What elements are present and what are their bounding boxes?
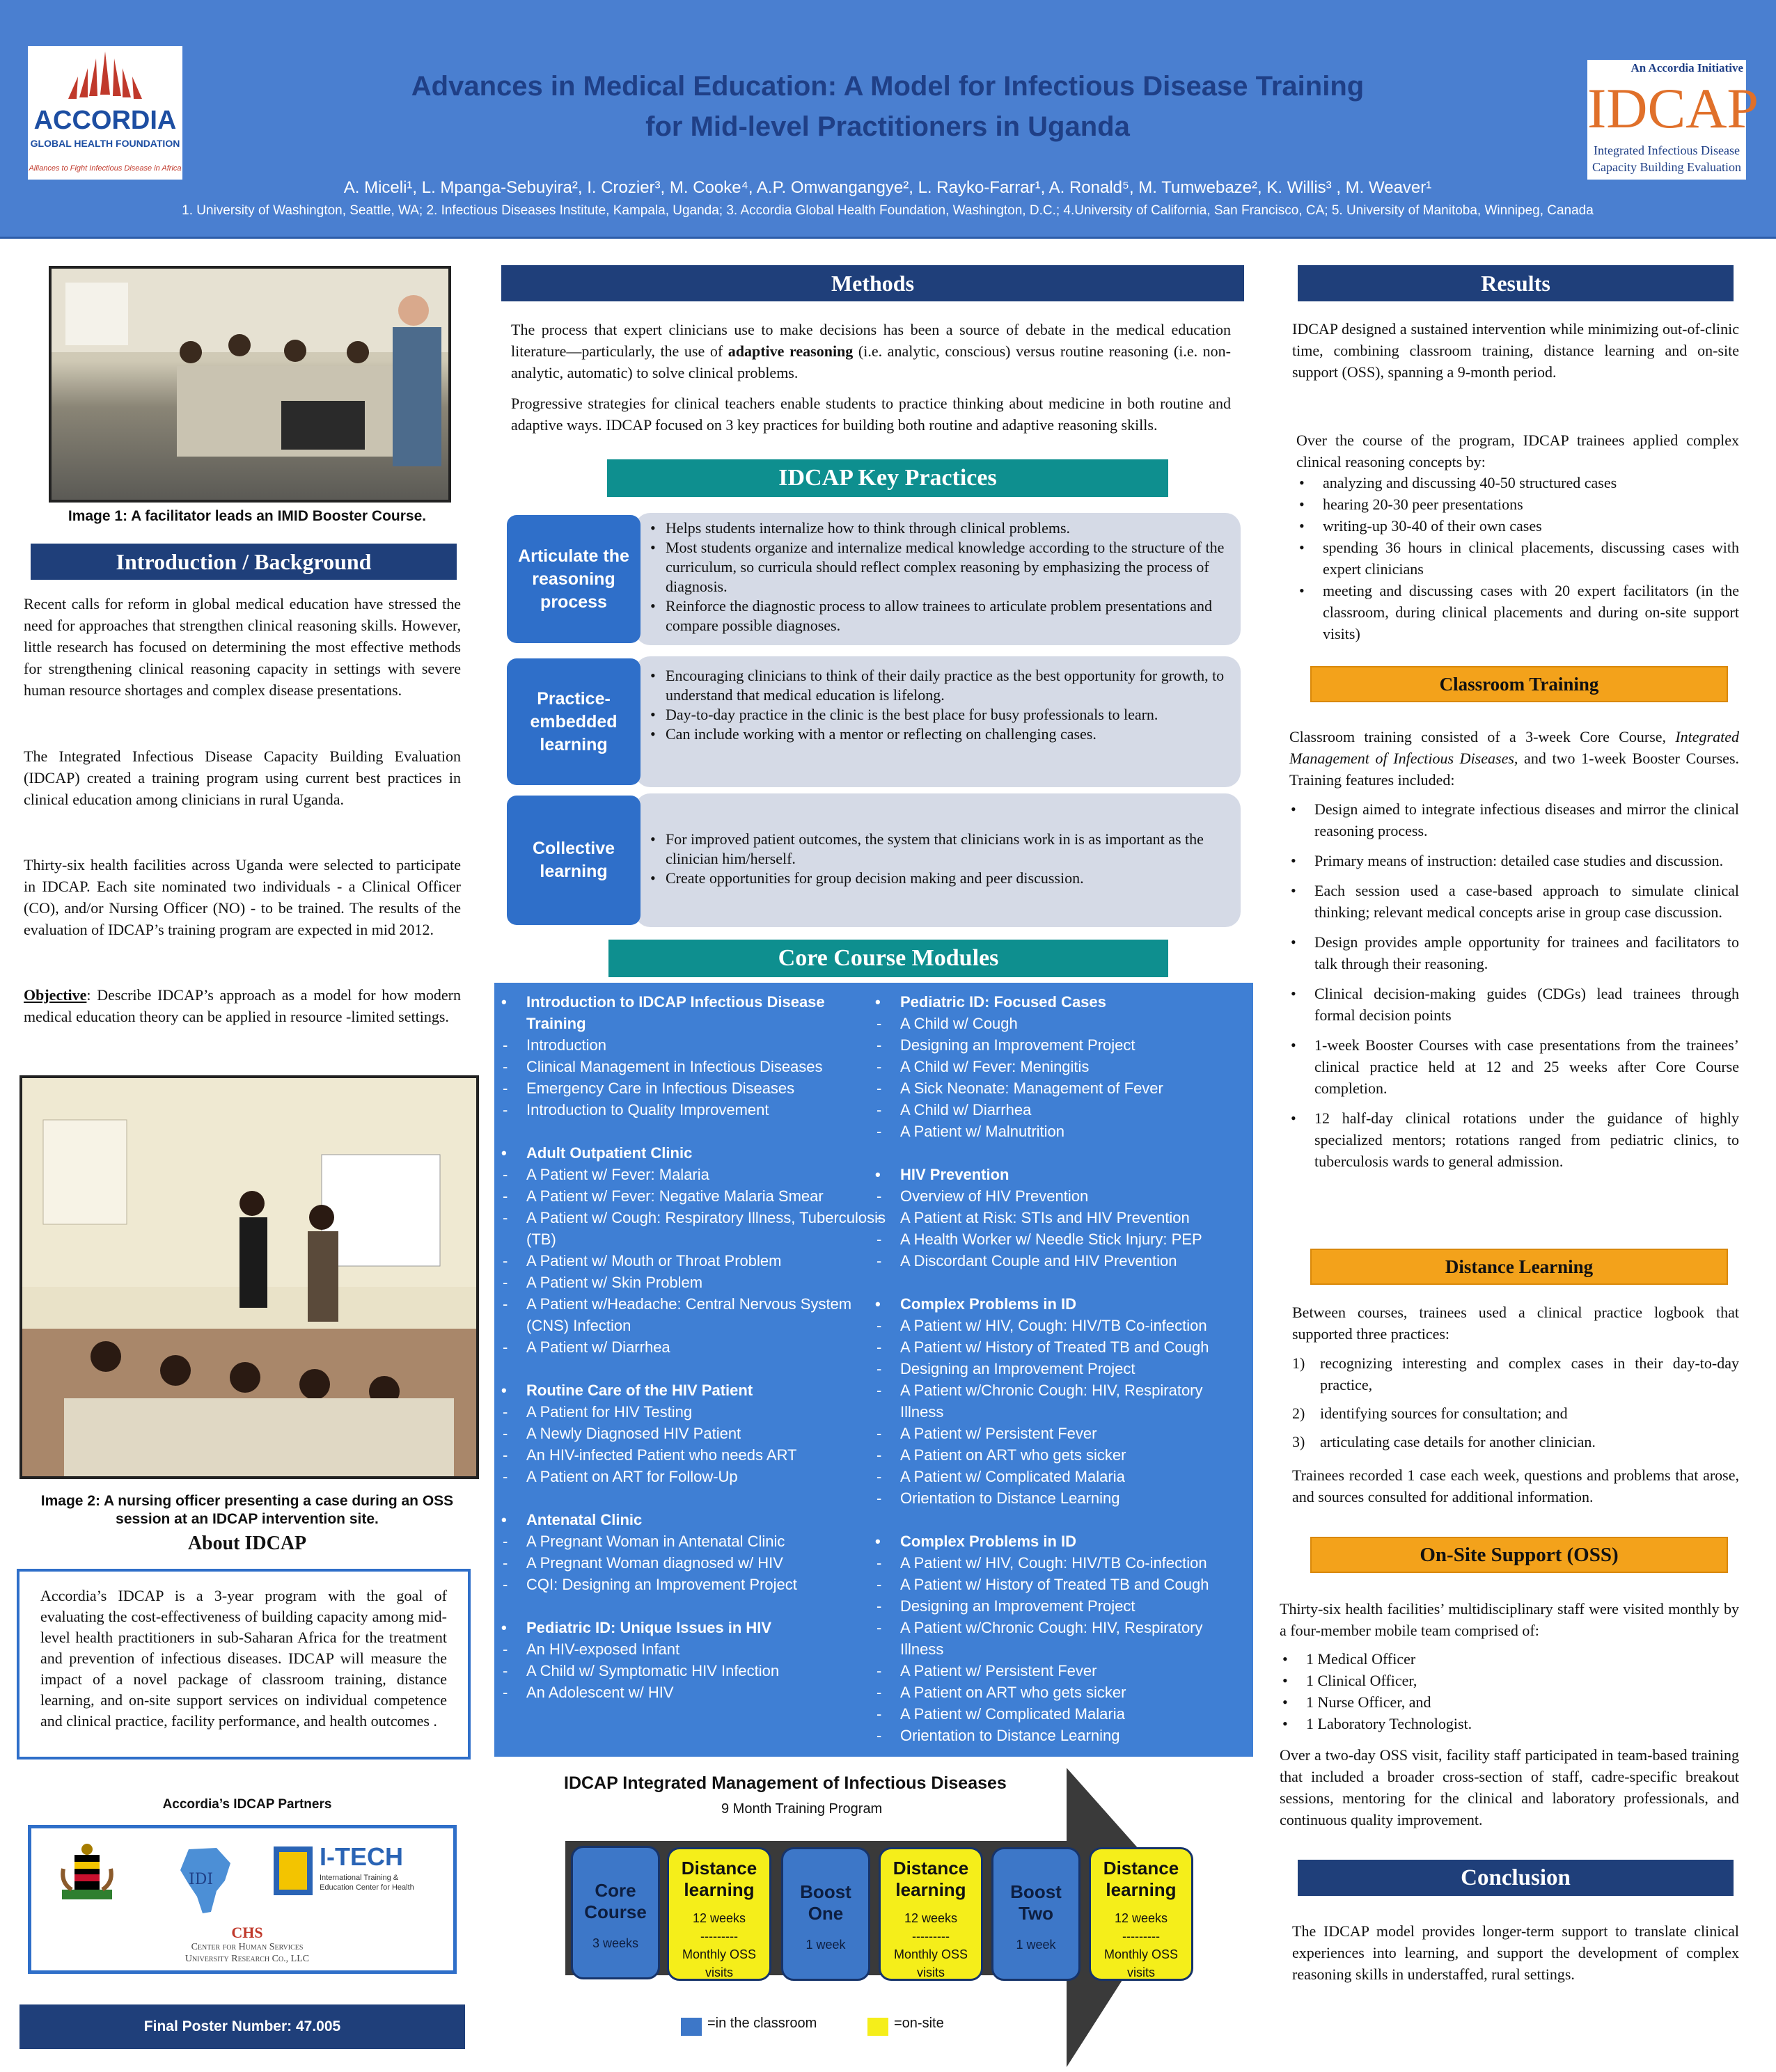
itech-logo (274, 1842, 441, 1906)
methods-paragraph-2: Progressive strategies for clinical teachers enable students to practice thinking about medicine in both routine and adaptive ways. IDCAP focused on 3 key practices for building both routine and adaptive reasoning skills. (511, 395, 1231, 434)
classroom-feature: • Primary means of instruction: detailed case studies and discussion. (1314, 850, 1739, 871)
module-gap (872, 1142, 1248, 1164)
practice-3-body (635, 793, 1241, 927)
onsite-phase-box (667, 1847, 771, 1981)
module-gap (498, 1121, 888, 1142)
module-item: - A Patient w/ Persistent Fever (872, 1423, 1248, 1444)
accordia-sunburst-icon (28, 46, 182, 116)
practice-1-bullet-3: • Reinforce the diagnostic process to allow trainees to articulate problem presentations and compare possible diagnoses. (666, 596, 1228, 635)
objective-label: Objective (24, 986, 87, 1004)
practice-2-bullet-2: • Day-to-day practice in the clinic is the best place for busy professionals to learn. (666, 705, 1228, 725)
objective-text: : Describe IDCAP’s approach as a model for how modern medical education theory can be applied in resource -limited settings. (24, 986, 461, 1025)
practice-1-bullet-2: • Most students organize and internalize medical knowledge according to the structure of the curriculum, so curricula should reflect complex reasoning by emphasizing the process of diagnosis. (666, 538, 1228, 596)
uganda-coat-of-arms-icon (59, 1841, 115, 1911)
about-header: About IDCAP (187, 1533, 307, 1554)
modules-left-column (498, 991, 888, 1703)
classroom-header: Classroom Training (1310, 666, 1728, 702)
module-item: - Introduction to Quality Improvement (498, 1099, 888, 1121)
classroom-intro-italic: Integrated Management of Infectious Diseases, (1289, 728, 1739, 767)
module-item: - A Child w/ Fever: Meningitis (872, 1056, 1248, 1077)
methods-p1-bold: adaptive reasoning (728, 342, 854, 360)
module-item: - A Patient w/ Fever: Negative Malaria Smear (498, 1185, 888, 1207)
classroom-feature: • 1-week Booster Courses with case presentations from the trainees’ clinical practice held at 12 and 25 weeks after Core Course completion. (1314, 1034, 1739, 1099)
oss-outro: Over a two-day OSS visit, facility staff participated in team-based training that included a broader cross-section of staff, cadre-specific breakout sessions, mentoring for the clinical and laboratory professionals, and continuous quality improvement. (1280, 1746, 1739, 1828)
modules-right-column (872, 991, 1248, 1746)
legend-classroom-label: =in the classroom (707, 2016, 817, 2031)
module-gap (872, 1272, 1248, 1293)
distance-item: 2) identifying sources for consultation; and (1292, 1405, 1568, 1422)
module-item: - A Patient w/ Complicated Malaria (872, 1466, 1248, 1487)
results-paragraph-2: Over the course of the program, IDCAP trainees applied complex clinical reasoning concepts by: (1296, 432, 1739, 470)
practice-1-body (635, 513, 1241, 645)
practice-3-bullet-2: • Create opportunities for group decision making and peer discussion. (666, 869, 1228, 888)
svg-text:IDI: IDI (189, 1871, 214, 1888)
image1-caption: Image 1: A facilitator leads an IMID Booster Course. (68, 508, 427, 524)
classroom-feature: • Design aimed to integrate infectious diseases and mirror the clinical reasoning process. (1314, 798, 1739, 841)
methods-p1-start: The process that expert clinicians use to make decisions has been a source of debate in the medical education literature—particularly, the use of (511, 321, 1231, 360)
modules-panel (494, 983, 1253, 1757)
poster-title-line1: Advances in Medical Education: A Model for Infectious Disease Training (411, 71, 1365, 102)
module-group-title: • Introduction to IDCAP Infectious Disease Training (498, 991, 888, 1034)
accordia-name: ACCORDIA (33, 106, 177, 135)
module-item: - A Patient w/ Fever: Malaria (498, 1164, 888, 1185)
module-item: - Orientation to Distance Learning (872, 1487, 1248, 1509)
distance-item-text: identifying sources for consultation; and (1320, 1405, 1568, 1422)
intro-paragraph-2: The Integrated Infectious Disease Capacity Building Evaluation (IDCAP) created a training program using current best practices in clinical education among clinicians in rural Uganda. (24, 748, 461, 808)
module-item: - A Patient at Risk: STIs and HIV Prevention (872, 1207, 1248, 1228)
concept-item: • analyzing and discussing 40-50 structured cases (1323, 472, 1739, 493)
concept-item: • meeting and discussing cases with 20 expert facilitators (in the classroom, during clinical placements and during on-site support visits) (1323, 580, 1739, 644)
module-group-title: • Pediatric ID: Focused Cases (872, 991, 1248, 1013)
legend-classroom-swatch (681, 2018, 702, 2036)
module-item: - A Patient w/ Malnutrition (872, 1121, 1248, 1142)
distance-items (1292, 1352, 1739, 1460)
module-group-title: • Routine Care of the HIV Patient (498, 1379, 888, 1401)
concept-item: • hearing 20-30 peer presentations (1323, 493, 1739, 515)
phase-duration: 12 weeks (692, 1911, 746, 1925)
module-item: - Designing an Improvement Project (872, 1595, 1248, 1617)
final-poster-number: Final Poster Number: 47.005 (19, 2004, 465, 2049)
module-item: - A Child w/ Cough (872, 1013, 1248, 1034)
module-item: - An Adolescent w/ HIV (498, 1682, 888, 1703)
partners-box (28, 1825, 457, 1974)
legend-onsite-swatch (867, 2018, 888, 2036)
practice-3-label: Collective learning (507, 796, 641, 925)
distance-header: Distance Learning (1310, 1249, 1728, 1285)
idcap-logo-sub2: Capacity Building Evaluation (1592, 160, 1741, 174)
distance-item-text: articulating case details for another clinician. (1320, 1433, 1596, 1450)
phase-duration: 1 week (1016, 1938, 1056, 1952)
module-item: - A Newly Diagnosed HIV Patient (498, 1423, 888, 1444)
module-item: - Introduction (498, 1034, 888, 1056)
module-item: - A Patient for HIV Testing (498, 1401, 888, 1423)
classroom-feature: • 12 half-day clinical rotations under the guidance of highly specialized mentors; rotations ranged from pediatric clinics, to tuberculosis wards to general admission. (1314, 1107, 1739, 1172)
accordia-tagline: Alliances to Fight Infectious Disease in Africa (29, 164, 182, 173)
module-item: - A Patient w/ History of Treated TB and Cough (872, 1336, 1248, 1358)
classroom-phase-box (571, 1846, 660, 1979)
intro-paragraph-1: Recent calls for reform in global medical education have stressed the need for approaches that strengthen clinical reasoning skills. However, little research has focused on determining the most effective methods for strengthening clinical reasoning capacity in settings with severe human resource shortages and complex disease presentations. (24, 595, 461, 699)
module-group-title: • HIV Prevention (872, 1164, 1248, 1185)
phase-separator: --------- (1122, 1929, 1160, 1943)
oss-team-member: • 1 Medical Officer (1306, 1648, 1739, 1670)
module-group-title: • Adult Outpatient Clinic (498, 1142, 888, 1164)
module-item: - Designing an Improvement Project (872, 1358, 1248, 1379)
about-text: Accordia’s IDCAP is a 3-year program with the goal of evaluating the cost-effectiveness of building capacity among mid-level health practitioners in sub-Saharan Africa for the treatment and prevention of infectious diseases. IDCAP will measure the impact of a novel package of classroom training, distance learning, and on-site support services on individual competence and clinical practice, facility performance, and health outcomes . (40, 1587, 447, 1730)
key-practices-header: IDCAP Key Practices (607, 459, 1168, 497)
module-item: - A Patient w/ HIV, Cough: HIV/TB Co-infection (872, 1552, 1248, 1574)
classroom-intro (1289, 726, 1739, 791)
phase-separator: --------- (700, 1929, 738, 1943)
module-item: - A Patient w/ Persistent Fever (872, 1660, 1248, 1682)
distance-intro: Between courses, trainees used a clinical practice logbook that supported three practices: (1292, 1304, 1739, 1343)
classroom-features (1289, 798, 1739, 1180)
practice-2-body (635, 656, 1241, 787)
module-group-title: • Complex Problems in ID (872, 1531, 1248, 1552)
intro-header: Introduction / Background (31, 544, 457, 580)
classroom-phase-box (781, 1847, 870, 1981)
image2-photo (19, 1075, 479, 1479)
distance-item-text: recognizing interesting and complex cases in their day-to-day practice, (1320, 1354, 1739, 1393)
chs-logo (143, 1924, 352, 1969)
methods-header: Methods (501, 265, 1244, 301)
module-item: - A Patient w/Headache: Central Nervous System (CNS) Infection (498, 1293, 888, 1336)
idcap-logo-sub1: Integrated Infectious Disease (1594, 143, 1740, 157)
phase-separator: --------- (912, 1929, 950, 1943)
onsite-phase-box (1089, 1847, 1193, 1981)
phase-duration: 12 weeks (1114, 1911, 1168, 1925)
idcap-logo-top: An Accordia Initiative (1630, 61, 1743, 74)
practice-3-bullet-1: • For improved patient outcomes, the system that clinicians work in is as important as the clinician him/herself. (666, 830, 1228, 869)
phase-title: Boost One (800, 1881, 851, 1924)
accordia-logo (28, 46, 182, 180)
idcap-logo (1587, 60, 1759, 180)
results-paragraph-1: IDCAP designed a sustained intervention while minimizing out-of-clinic time, combining classroom training, distance learning and on-site support (OSS), spanning a 9-month period. (1292, 320, 1739, 381)
phase-title: Distance learning (681, 1858, 757, 1900)
module-item: - A Pregnant Woman diagnosed w/ HIV (498, 1552, 888, 1574)
practice-2-label: Practice-embedded learning (507, 658, 641, 785)
oss-intro: Thirty-six health facilities’ multidisciplinary staff were visited monthly by a four-member mobile team comprised of: (1280, 1600, 1739, 1639)
classroom-intro-b: and two 1-week Booster Courses. Training features included: (1289, 750, 1740, 789)
practice-2-bullet-1: • Encouraging clinicians to think of their daily practice as the best opportunity for growth, to understand that medical education is lifelong. (666, 666, 1228, 705)
module-item: - An HIV-exposed Infant (498, 1638, 888, 1660)
practice-2-bullet-3: • Can include working with a mentor or reflecting on challenging cases. (666, 725, 1228, 744)
practice-1-label: Articulate the reasoning process (507, 515, 641, 643)
conclusion-text: The IDCAP model provides longer-term support to translate clinical experiences into learning, and support the development of complex reasoning skills in understaffed, rural settings. (1292, 1922, 1739, 1983)
concept-item: • spending 36 hours in clinical placements, discussing cases with expert clinicians (1323, 537, 1739, 580)
module-item: - A Pregnant Woman in Antenatal Clinic (498, 1531, 888, 1552)
module-item: - A Child w/ Symptomatic HIV Infection (498, 1660, 888, 1682)
partners-header: Accordia’s IDCAP Partners (162, 1797, 332, 1812)
legend-onsite-label: =on-site (894, 2016, 944, 2031)
module-item: - A Patient on ART for Follow-Up (498, 1466, 888, 1487)
image1-photo (49, 266, 451, 503)
oss-team-member: • 1 Laboratory Technologist. (1306, 1713, 1739, 1734)
phase-title: Distance learning (1103, 1858, 1179, 1900)
module-item: - Overview of HIV Prevention (872, 1185, 1248, 1207)
intro-paragraph-3: Thirty-six health facilities across Uganda were selected to participate in IDCAP. Each site nominated two individuals - a Clinical Officer (CO), and/or Nursing Officer (NO) - to be trained. The results of the evaluation of IDCAP’s training program are expected in mid 2012. (24, 856, 461, 938)
about-box (17, 1569, 471, 1759)
classroom-feature: • Design provides ample opportunity for trainees and facilitators to talk through their reasoning. (1314, 931, 1739, 974)
module-item: - An HIV-infected Patient who needs ART (498, 1444, 888, 1466)
results-concepts (1296, 472, 1739, 644)
poster-authors: A. Miceli¹, L. Mpanga-Sebuyira², I. Crozier³, M. Cooke⁴, A.P. Omwangangye², L. Rayko-Farrar¹, A. Ronald⁵, M. Tumwebaze², K. Willis³ , M. Weaver¹ (343, 178, 1432, 197)
module-item: - CQI: Designing an Improvement Project (498, 1574, 888, 1595)
distance-outro: Trainees recorded 1 case each week, questions and problems that arose, and sources consulted for additional information. (1292, 1466, 1739, 1505)
itech-sub: International Training & Education Center for Health (320, 1874, 414, 1892)
modules-header: Core Course Modules (608, 940, 1168, 977)
methods-paragraph-1 (511, 319, 1231, 383)
phase-oss: Monthly OSS visits (1103, 1947, 1179, 1979)
itech-name: I-TECH (320, 1842, 403, 1871)
module-item: - A Patient w/ Skin Problem (498, 1272, 888, 1293)
oss-team-member: • 1 Clinical Officer, (1306, 1670, 1739, 1691)
module-item: - A Patient on ART who gets sicker (872, 1682, 1248, 1703)
methods-p1-end: (i.e. analytic, conscious) versus routine reasoning (i.e. non-analytic, automatic) to solve clinical problems. (511, 342, 1232, 381)
classroom-feature: • Each session used a case-based approach to simulate clinical thinking; relevant medical concepts arise in group case discussion. (1314, 880, 1739, 923)
module-item: - A Patient w/Chronic Cough: HIV, Respiratory Illness (872, 1379, 1248, 1423)
diagram-title: IDCAP Integrated Management of Infectious Diseases (564, 1773, 1007, 1793)
module-item: - A Patient w/Chronic Cough: HIV, Respiratory Illness (872, 1617, 1248, 1660)
module-item: - A Patient w/ History of Treated TB and Cough (872, 1574, 1248, 1595)
poster-title-line2: for Mid-level Practitioners in Uganda (645, 111, 1130, 142)
module-item: - Designing an Improvement Project (872, 1034, 1248, 1056)
module-gap (498, 1595, 888, 1617)
module-group-title: • Complex Problems in ID (872, 1293, 1248, 1315)
classroom-feature: • Clinical decision-making guides (CDGs) lead trainees through formal decision points (1314, 983, 1739, 1026)
classroom-phase-box (991, 1847, 1080, 1981)
phase-duration: 12 weeks (904, 1911, 958, 1925)
phase-oss: Monthly OSS visits (893, 1947, 968, 1979)
module-group-title: • Antenatal Clinic (498, 1509, 888, 1531)
results-header: Results (1298, 265, 1734, 301)
africa-map-icon (168, 1842, 244, 1919)
distance-item: 1) recognizing interesting and complex cases in their day-to-day practice, (1292, 1354, 1739, 1393)
oss-team-member: • 1 Nurse Officer, and (1306, 1691, 1739, 1713)
module-item: - A Health Worker w/ Needle Stick Injury: PEP (872, 1228, 1248, 1250)
practice-1-bullet-1: • Helps students internalize how to think through clinical problems. (666, 519, 1228, 538)
phase-oss: Monthly OSS visits (682, 1947, 757, 1979)
diagram-subtitle: 9 Month Training Program (721, 1801, 883, 1817)
phase-title: Boost Two (1010, 1881, 1062, 1924)
concept-item: • writing-up 30-40 of their own cases (1323, 515, 1739, 537)
module-item: - A Patient w/ Cough: Respiratory Illness, Tuberculosis (TB) (498, 1207, 888, 1250)
idcap-logo-name: IDCAP (1587, 77, 1759, 140)
module-item: - A Discordant Couple and HIV Prevention (872, 1250, 1248, 1272)
module-item: - A Patient w/ Mouth or Throat Problem (498, 1250, 888, 1272)
module-item: - A Child w/ Diarrhea (872, 1099, 1248, 1121)
module-item: - A Patient w/ HIV, Cough: HIV/TB Co-infection (872, 1315, 1248, 1336)
conclusion-header: Conclusion (1298, 1860, 1734, 1896)
objective-paragraph (24, 984, 461, 1027)
classroom-intro-a: Classroom training consisted of a 3-week Core Course, (1289, 728, 1676, 745)
module-item: - Clinical Management in Infectious Diseases (498, 1056, 888, 1077)
module-item: - A Patient w/ Diarrhea (498, 1336, 888, 1358)
phase-title: Distance learning (893, 1858, 969, 1900)
phase-duration: 3 weeks (592, 1936, 639, 1950)
module-gap (872, 1509, 1248, 1531)
onsite-phase-box (879, 1847, 983, 1981)
module-group-title: • Pediatric ID: Unique Issues in HIV (498, 1617, 888, 1638)
oss-header: On-Site Support (OSS) (1310, 1537, 1728, 1573)
chs-sub2: University Research Co., LLC (184, 1954, 310, 1964)
image2-caption: Image 2: A nursing officer presenting a case during an OSS session at an IDCAP intervention site. (40, 1493, 454, 1527)
module-item: - Orientation to Distance Learning (872, 1725, 1248, 1746)
phase-duration: 1 week (806, 1938, 846, 1952)
module-gap (498, 1487, 888, 1509)
chs-name: CHS (231, 1924, 263, 1941)
poster-affiliations: 1. University of Washington, Seattle, WA; 2. Infectious Diseases Institute, Kampala, Uganda; 3. Accordia Global Health Foundation, Washington, D.C.; 4.University of California, San Francisco, CA; 5. University of Manitoba, Winnipeg, Canada (182, 203, 1594, 218)
distance-item: 3) articulating case details for another clinician. (1292, 1433, 1596, 1450)
oss-team (1280, 1648, 1739, 1734)
module-item: - A Sick Neonate: Management of Fever (872, 1077, 1248, 1099)
module-item: - A Patient on ART who gets sicker (872, 1444, 1248, 1466)
module-item: - A Patient w/ Complicated Malaria (872, 1703, 1248, 1725)
accordia-sub: GLOBAL HEALTH FOUNDATION (30, 138, 180, 149)
phase-title: Core Course (584, 1880, 647, 1922)
module-item: - Emergency Care in Infectious Diseases (498, 1077, 888, 1099)
module-gap (498, 1358, 888, 1379)
chs-sub1: Center for Human Services (191, 1942, 304, 1952)
